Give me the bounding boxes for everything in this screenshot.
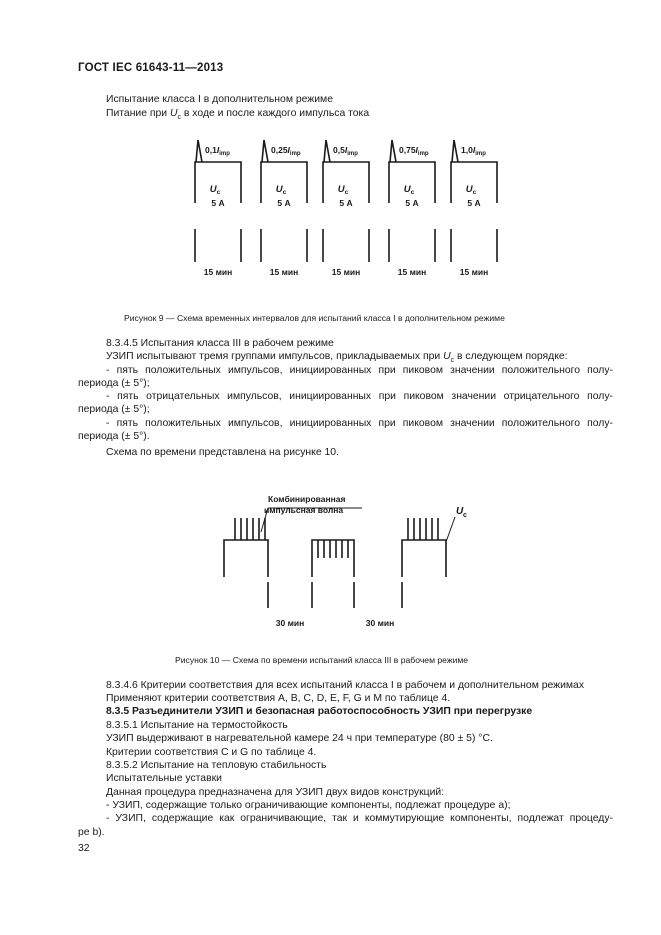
figure-9-diagram [0, 0, 661, 300]
fig9-pulse-label: $0,1I_{imp}$ [205, 145, 230, 157]
figure-9-caption: Рисунок 9 — Схема временных интервалов для испытаний класса I в дополнительном режиме [124, 313, 505, 323]
list-item-1-line1: - пять положительных импульсов, инициированных при пиковом значении положительного полу- [106, 365, 613, 376]
section-8345-heading: 8.3.4.5 Испытания класса III в рабочем режиме [106, 338, 334, 349]
fig9-block [195, 162, 241, 203]
criteria-line: Применяют критерии соответствия А, В, С, D, Е, F, G и М по таблице 4. [106, 693, 451, 704]
figure-10-diagram [0, 480, 661, 640]
procedure-intro-line: Данная процедура предназначена для УЗИП двух видов конструкций: [106, 787, 445, 798]
fig10-block-3 [402, 540, 446, 577]
fig10-interval-2: 30 мин [365, 618, 395, 628]
fig9-block [389, 162, 435, 203]
fig9-impulse [196, 140, 202, 162]
fig10-block-1 [224, 540, 268, 577]
criteria-cg-line: Критерии соответствия С и G по таблице 4. [106, 747, 317, 758]
fig9-uc-label: $U_c$ [403, 184, 415, 196]
section-8351-heading: 8.3.5.1 Испытание на термостойкость [106, 720, 288, 731]
fig9-interval-label: 15 мин [203, 267, 233, 277]
fig9-block [323, 162, 369, 203]
fig9-block [451, 162, 497, 203]
page-number: 32 [78, 843, 90, 854]
fig9-current-label: 5 А [405, 198, 419, 208]
fig10-pulse-group-3 [408, 518, 438, 540]
fig10-uc-symbol: U [456, 506, 464, 517]
document-header: ГОСТ IEC 61643-11—2013 [78, 62, 224, 74]
fig9-pulse-label: $0,5I_{imp}$ [333, 145, 358, 157]
test-settings-line: Испытательные уставки [106, 773, 222, 784]
fig9-impulse [324, 140, 330, 162]
fig9-impulse [452, 140, 458, 162]
fig9-interval-label: 15 мин [269, 267, 299, 277]
list-item-1-line2: периода (± 5°); [78, 378, 150, 389]
fig9-block [261, 162, 307, 203]
fig10-pulse-group-2 [318, 540, 348, 558]
fig9-current-label: 5 А [211, 198, 225, 208]
fig9-impulse [390, 140, 396, 162]
list-item-2-line2: периода (± 5°); [78, 404, 150, 415]
procedure-item-b-line2: ре b). [78, 827, 105, 838]
fig9-uc-label: $U_c$ [337, 184, 349, 196]
fig9-intro-line2: Питание при $U_c$ в ходе и после каждого импульса тока [106, 108, 370, 122]
section-835-heading: 8.3.5 Разъединители УЗИП и безопасная работоспособность УЗИП при перегрузке [106, 706, 533, 717]
fig9-uc-label: $U_c$ [465, 184, 477, 196]
fig9-pulse-label: $0,25I_{imp}$ [271, 145, 301, 157]
fig10-label-line1: Комбинированная [268, 494, 346, 504]
fig10-uc-subscript: c [463, 512, 467, 519]
fig10-label-line2: импульсная волна [264, 505, 344, 515]
fig9-pulse-label: $1,0I_{imp}$ [461, 145, 486, 157]
fig9-pulse-label: $0,75I_{imp}$ [399, 145, 429, 157]
thermal-chamber-line: УЗИП выдерживают в нагревательной камере 24 ч при температуре (80 ± 5) °С. [106, 733, 493, 744]
list-item-3-line1: - пять положительных импульсов, инициированных при пиковом значении положительного полу- [106, 418, 613, 429]
fig9-current-label: 5 А [339, 198, 353, 208]
list-item-3-line2: периода (± 5°). [78, 431, 150, 442]
fig9-interval-label: 15 мин [397, 267, 427, 277]
fig9-interval-label: 15 мин [459, 267, 489, 277]
figure-10-caption: Рисунок 10 — Схема по времени испытаний класса III в рабочем режиме [175, 655, 469, 665]
fig9-impulse [262, 140, 268, 162]
fig9-current-label: 5 А [277, 198, 291, 208]
fig10-interval-1: 30 мин [275, 618, 305, 628]
section-8352-heading: 8.3.5.2 Испытание на тепловую стабильность [106, 760, 327, 771]
section-8346-heading: 8.3.4.6 Критерии соответствия для всех испытаний класса I в рабочем и дополнительном режимах [106, 680, 585, 691]
procedure-item-b-line1: - УЗИП, содержащие как ограничивающие, так и коммутирующие компоненты, подлежат процеду- [106, 813, 613, 824]
fig10-pulse-group-1 [235, 518, 265, 540]
list-item-2-line1: - пять отрицательных импульсов, инициированных при пиковом значении отрицательного полу- [106, 391, 613, 402]
section-8345-para1: УЗИП испытывают тремя группами импульсов, прикладываемых при $U_c$ в следующем порядке: [106, 351, 568, 365]
figure-reference: Схема по времени представлена на рисунке 10. [106, 447, 339, 458]
fig9-uc-label: $U_c$ [275, 184, 287, 196]
fig9-intro-line1: Испытание класса I в дополнительном режиме [106, 94, 333, 105]
fig9-uc-label: $U_c$ [209, 184, 221, 196]
fig9-interval-label: 15 мин [331, 267, 361, 277]
procedure-item-a: - УЗИП, содержащие только ограничивающие компоненты, подлежат процедуре а); [106, 800, 511, 811]
fig9-current-label: 5 А [467, 198, 481, 208]
uc-leader-line [446, 517, 455, 542]
